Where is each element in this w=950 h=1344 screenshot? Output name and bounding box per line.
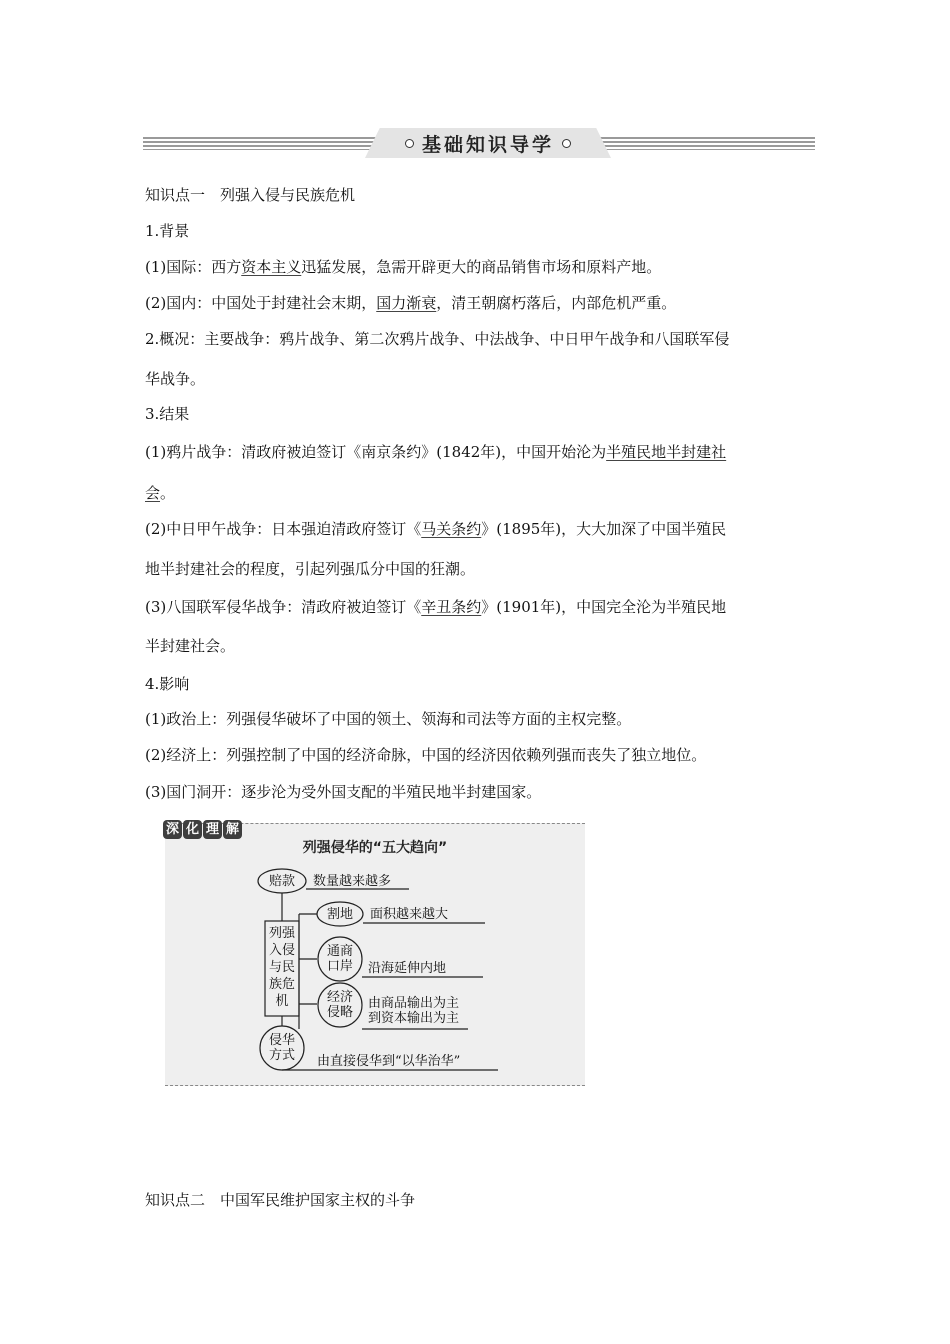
heading-knowledge-point-2: 知识点二 中国军民维护国家主权的斗争 [145, 1191, 416, 1209]
paragraph: (2)中日甲午战争：日本强迫清政府签订《马关条约》(1895年)，大大加深了中国半殖民 [145, 520, 727, 538]
node-label-line: 侵华 [268, 1033, 295, 1048]
heading-result: 3.结果 [145, 405, 190, 423]
paragraph: (2)经济上：列强控制了中国的经济命脉，中国的经济因依赖列强而丧失了独立地位。 [145, 746, 707, 764]
underlined-term: 国力渐衰 [376, 294, 437, 312]
node-text-economic [368, 996, 459, 1026]
node-text-line: 由商品输出为主 [368, 996, 460, 1011]
heading-background: 1.背景 [145, 222, 190, 240]
node-text-ports: 沿海延伸内地 [368, 961, 447, 976]
paragraph: (3)国门洞开：逐步沦为受外国支配的半殖民地半封建国家。 [145, 783, 542, 801]
node-text-line: 到资本输出为主 [368, 1011, 460, 1026]
underlined-term: 辛丑条约 [421, 598, 482, 616]
node-label-territory: 割地 [326, 907, 353, 922]
paragraph: 半封建社会。 [145, 637, 236, 655]
section-banner [143, 128, 815, 158]
badge-char: 化 [183, 820, 202, 839]
paragraph: 会。 [145, 484, 176, 502]
paragraph: 地半封建社会的程度，引起列强瓜分中国的狂潮。 [145, 560, 476, 578]
node-text-method: 由直接侵华到“以华治华” [317, 1054, 461, 1069]
center-label-line: 机 [275, 994, 289, 1009]
underlined-term: 半殖民地半封建社 [606, 443, 727, 461]
node-label-method [262, 1033, 302, 1063]
node-text-territory: 面积越来越大 [370, 907, 449, 922]
underlined-term: 会 [145, 484, 161, 502]
paragraph: 2.概况：主要战争：鸦片战争、第二次鸦片战争、中法战争、中日甲午战争和八国联军侵 [145, 330, 730, 348]
banner-title: 基础知识导学 [421, 133, 554, 156]
banner-stripes-right [583, 137, 815, 150]
diagram-connectors [165, 824, 585, 1085]
heading-impact: 4.影响 [145, 675, 190, 693]
center-label-line: 与民 [268, 960, 295, 975]
banner-dot-left-icon [405, 139, 414, 148]
node-label-line: 方式 [268, 1048, 295, 1063]
node-label-line: 侵略 [326, 1005, 353, 1020]
badge-char: 深 [163, 820, 182, 839]
paragraph: (1)鸦片战争：清政府被迫签订《南京条约》(1842年)，中国开始沦为半殖民地半封建社 [145, 443, 727, 461]
badge-char: 解 [223, 820, 242, 839]
paragraph: (2)国内：中国处于封建社会末期，国力渐衰，清王朝腐朽落后，内部危机严重。 [145, 294, 677, 312]
paragraph: (1)政治上：列强侵华破坏了中国的领土、领海和司法等方面的主权完整。 [145, 710, 632, 728]
node-label-indemnity: 赔款 [268, 874, 295, 889]
node-label-ports [320, 944, 360, 974]
heading-knowledge-point-1: 知识点一 列强入侵与民族危机 [145, 186, 356, 204]
node-label-economic [320, 990, 360, 1020]
underlined-term: 资本主义 [241, 258, 302, 276]
paragraph: 华战争。 [145, 370, 206, 388]
underlined-term: 马关条约 [421, 520, 482, 538]
node-label-line: 经济 [326, 990, 353, 1005]
center-label-line: 列强 [268, 926, 295, 941]
paragraph: (1)国际：西方资本主义迅猛发展，急需开辟更大的商品销售市场和原料产地。 [145, 258, 662, 276]
banner-dot-right-icon [562, 139, 571, 148]
center-label-line: 族危 [268, 977, 295, 992]
node-text-indemnity: 数量越来越多 [313, 874, 392, 889]
banner-stripes-left [143, 137, 383, 150]
center-label-line: 入侵 [268, 943, 295, 958]
node-label-line: 口岸 [326, 959, 353, 974]
center-label [267, 925, 297, 1010]
diagram-title: 列强侵华的“五大趋向” [302, 840, 448, 856]
badge-char: 理 [203, 820, 222, 839]
deepen-understanding-diagram [165, 823, 585, 1086]
paragraph: (3)八国联军侵华战争：清政府被迫签订《辛丑条约》(1901年)，中国完全沦为半殖民地 [145, 598, 727, 616]
node-label-line: 通商 [326, 944, 353, 959]
